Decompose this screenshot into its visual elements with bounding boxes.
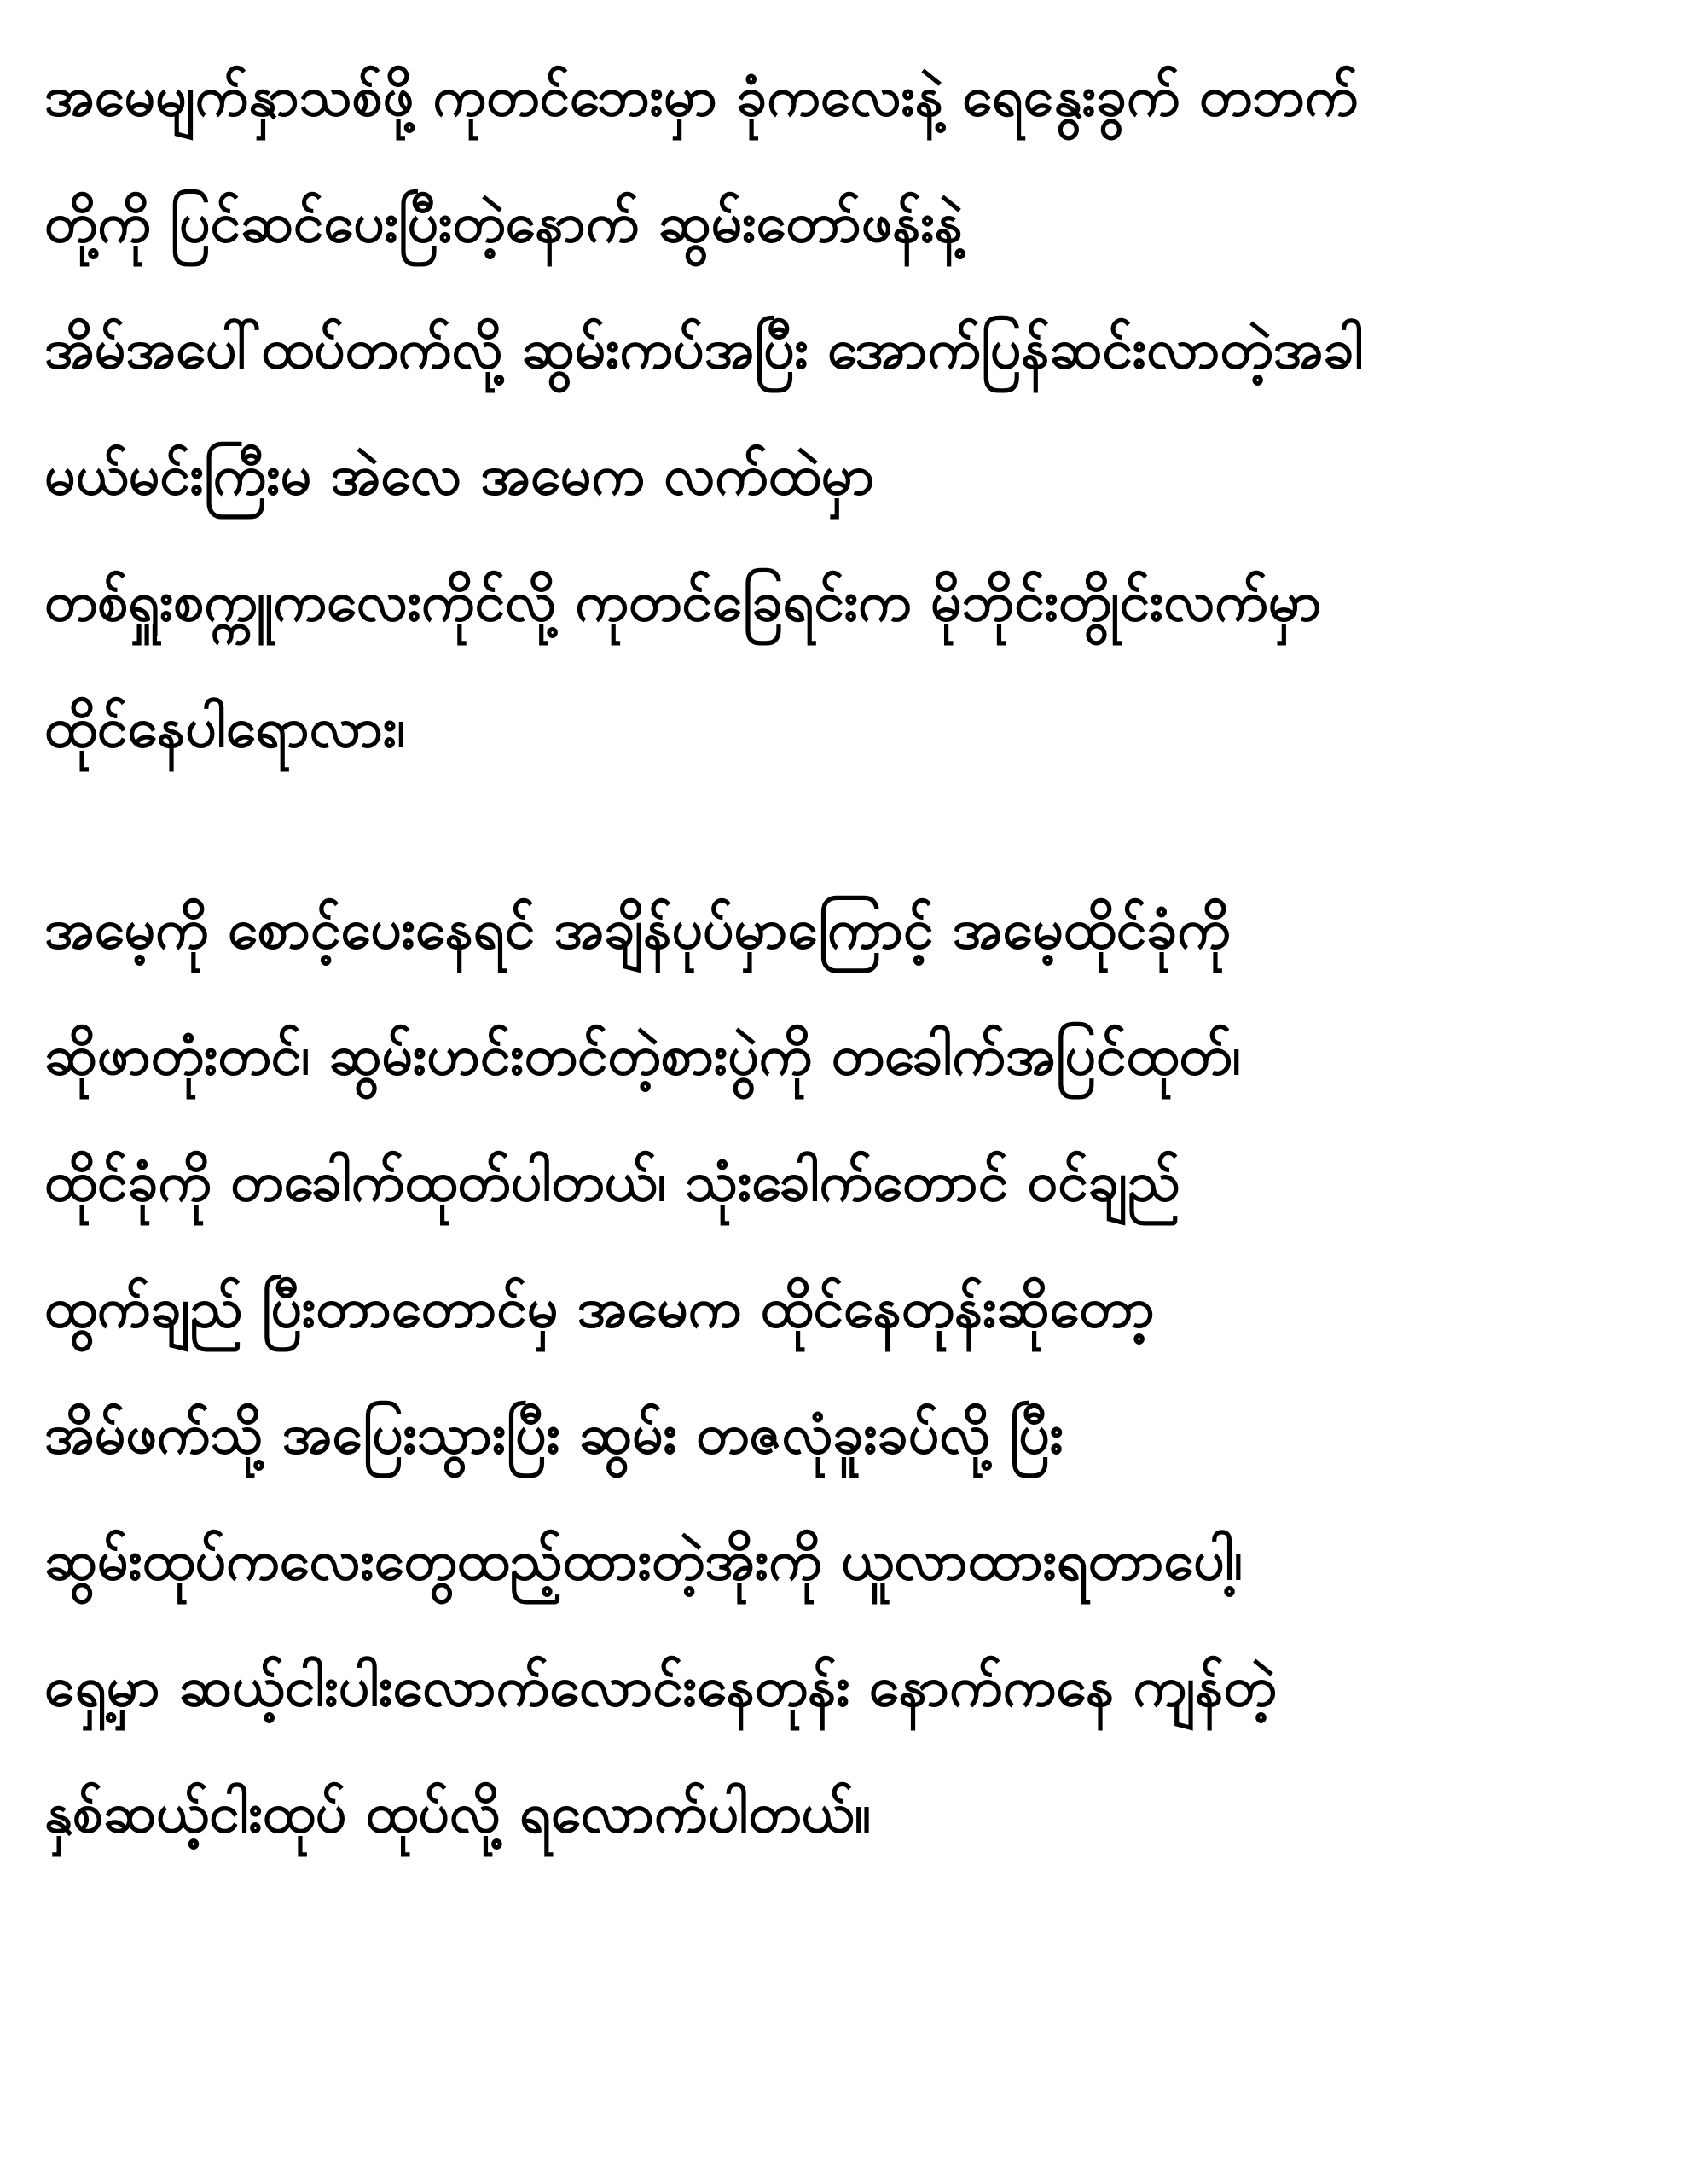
text-line: ထွက်ချည် ပြီးတာတောင်မှ အမေက ထိုင်နေတုန်းဆိုတော့ xyxy=(44,1277,1155,1340)
text-line: နှစ်ဆယ့်ငါးထုပ် ထုပ်လို့ ရလောက်ပါတယ်။ xyxy=(44,1782,871,1845)
text-line: ထိုင်ခုံကို တခေါက်ထုတ်ပါတယ်၊ သုံးခေါက်တောင် ဝင်ချည် xyxy=(44,1151,1180,1214)
paragraph-2 xyxy=(44,867,1648,1877)
text-line: မယ်မင်းကြီးမ အဲလေ အမေက လက်ထဲမှာ xyxy=(44,444,875,508)
text-line: အမေ့ကို စောင့်ပေးနေရင် အချိန်ပုပ်မှာကြောင့် အမေ့ထိုင်ခုံကို xyxy=(44,898,1231,961)
text-line: အမေမျက်နှာသစ်ဖို့ ကုတင်ဘေးမှာ ခုံကလေးနဲ့ ရေနွေးခွက် တဘက် xyxy=(44,66,1359,129)
paragraph-1 xyxy=(44,34,1648,792)
text-line: တို့ကို ပြင်ဆင်ပေးပြီးတဲ့နောက် ဆွမ်းတော်ဖန်းနဲ့ xyxy=(44,192,963,255)
text-line: အိမ်အပေါ်ထပ်တက်လို့ ဆွမ်းကပ်အပြီး အောက်ပြန်ဆင်းလာတဲ့အခါ xyxy=(44,318,1364,381)
text-line: ဆွမ်းထုပ်ကလေးတွေထည့်ထားတဲ့အိုးကို ယူလာထားရတာပေါ့၊ xyxy=(44,1530,1243,1593)
text-line: ရှေ့မှာ ဆယ့်ငါးပါးလောက်လောင်းနေတုန်း နောက်ကနေ ကျန်တဲ့ xyxy=(44,1656,1277,1719)
text-line: ဆိုဖာတုံးတင်၊ ဆွမ်းဟင်းတင်တဲ့စားပွဲကို တခေါက်အပြင်ထုတ်၊ xyxy=(44,1025,1241,1088)
text-line: တစ်ရှူးစက္ကူကလေးကိုင်လို့ ကုတင်ခြေရင်းက မိုဘိုင်းတွိုင်းလက်မှာ xyxy=(44,571,1322,634)
text-line: အိမ်ဖက်သို့ အပြေးသွားပြီး ဆွမ်း တဇလုံခူးခပ်လို့ ပြီး xyxy=(44,1403,1064,1467)
text-line: ထိုင်နေပါရောလား၊ xyxy=(44,697,406,760)
